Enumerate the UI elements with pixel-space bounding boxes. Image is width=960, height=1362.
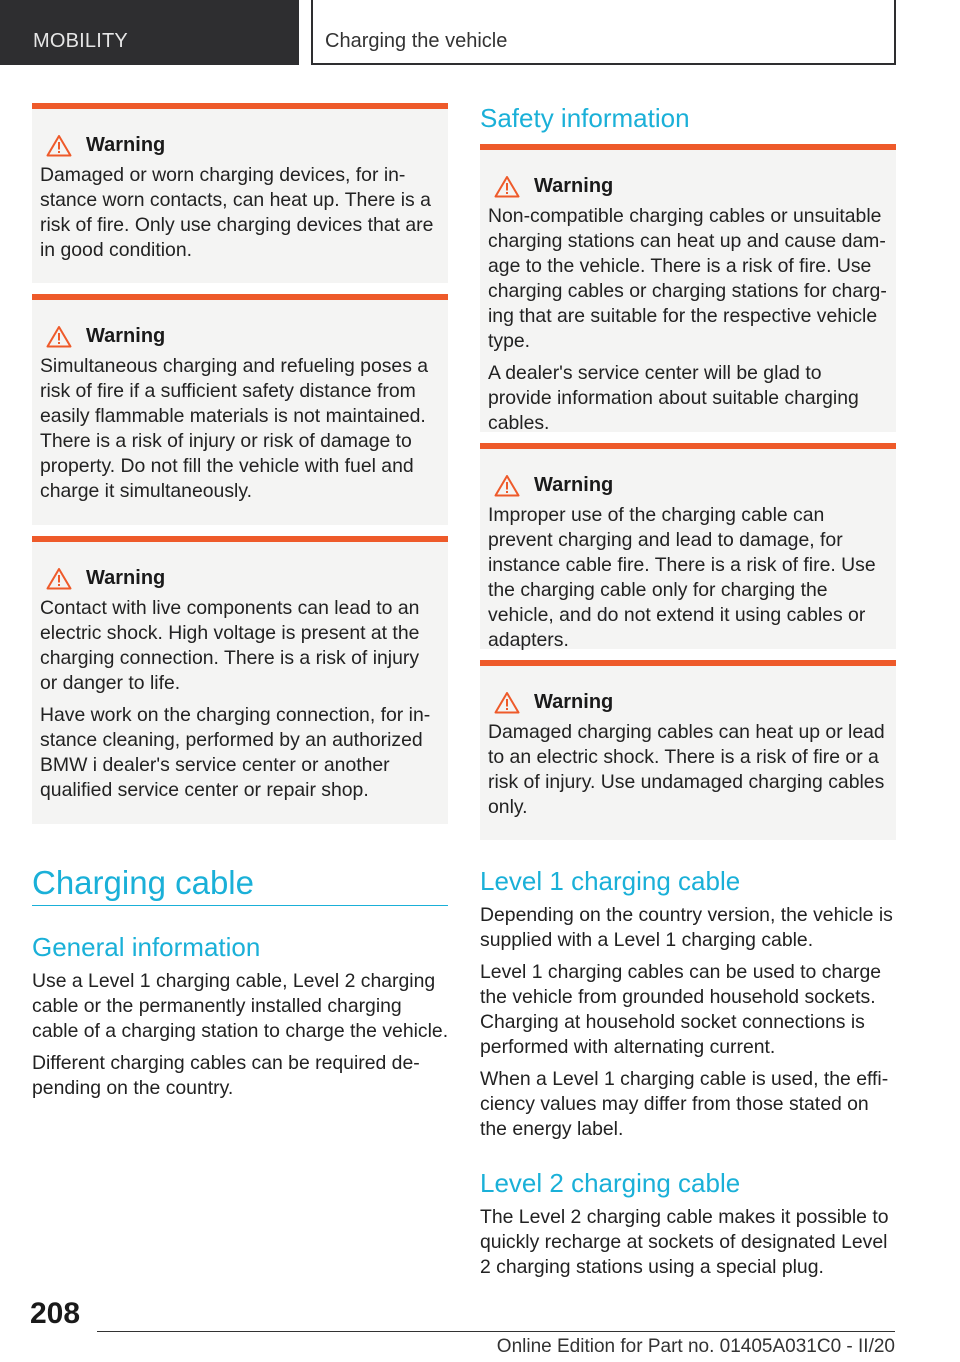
subsection-heading: Level 2 charging cable xyxy=(480,1168,741,1198)
warning-triangle-icon xyxy=(494,474,520,497)
paragraph: Different charging cables can be required depending on the country. xyxy=(32,1052,420,1099)
footer-rule xyxy=(97,1331,895,1332)
warning-title: Warning xyxy=(488,174,888,198)
header-section-tab xyxy=(0,0,299,65)
safety-heading: Safety information xyxy=(480,103,690,133)
warning-title: Warning xyxy=(40,133,440,157)
warning-text: Have work on the charging connection, for instance cleaning, performed by an authorized BMW i dealer's service center or another qualified service center or repair shop. xyxy=(40,704,431,801)
warning-title: Warning xyxy=(40,566,440,590)
body-text xyxy=(480,903,898,1142)
warning-text: Damaged charging cables can heat up or lead to an electric shock. There is a risk of fire or a risk of injury. Use undamaged charging cables only. xyxy=(488,721,885,818)
warning-triangle-icon xyxy=(494,175,520,198)
section-heading: Charging cable xyxy=(32,864,254,901)
warning-triangle-icon xyxy=(46,134,72,157)
paragraph: Depending on the country version, the vehicle is supplied with a Level 1 charging cable. xyxy=(480,904,893,951)
body-text xyxy=(32,969,450,1101)
warning-title: Warning xyxy=(40,324,440,348)
paragraph: When a Level 1 charging cable is used, the efficiency values may differ from those stated on the energy label. xyxy=(480,1068,889,1140)
warning-box xyxy=(480,144,896,432)
warning-triangle-icon xyxy=(46,325,72,348)
subsection-heading: Level 1 charging cable xyxy=(480,866,741,896)
warning-text: Non-compatible charging cables or unsuitable charging stations can heat up and cause damage to the vehicle. There is a risk of fire. Use charging cables or charging stations for charging that are suitable for the respective vehicle type. xyxy=(488,205,887,352)
edition-footer: Online Edition for Part no. 01405A031C0 - II/20 xyxy=(496,1336,895,1357)
page-number: 208 xyxy=(30,1297,81,1330)
warning-title: Warning xyxy=(488,690,888,714)
warning-box xyxy=(32,103,448,283)
header-chapter-label: Charging the vehicle xyxy=(325,30,508,52)
warning-box xyxy=(480,443,896,649)
body-text xyxy=(480,1205,898,1280)
warning-text: Simultaneous charging and refueling poses a risk of fire if a sufficient safety distance from easily flammable materials is not maintained. There is a risk of injury or risk of damage to property. Do not fill the vehicle with fuel and charge it simultaneously. xyxy=(40,355,429,502)
warning-text: Damaged or worn charging devices, for instance worn contacts, can heat up. There is a risk of fire. Only use charging devices that are in good condition. xyxy=(40,164,434,261)
warning-text: Contact with live components can lead to an electric shock. High voltage is present at the charging connection. There is a risk of injury or danger to life. xyxy=(40,597,420,694)
warning-box xyxy=(480,660,896,840)
warning-text: A dealer's service center will be glad to provide information about suitable charging cables. xyxy=(488,362,859,434)
heading-rule xyxy=(32,905,448,906)
warning-box xyxy=(32,536,448,824)
warning-text: Improper use of the charging cable can prevent charging and lead to damage, for instance cable fire. There is a risk of fire. Use the charging cable only for charging the vehicle, and do not extend it using cables or adapters. xyxy=(488,504,876,651)
header-chapter-tab xyxy=(311,0,896,65)
subsection-heading: General information xyxy=(32,932,261,962)
header-section-label: MOBILITY xyxy=(33,30,128,52)
paragraph: Use a Level 1 charging cable, Level 2 charging cable or the permanently installed charging cable of a charging station to charge the vehicle. xyxy=(32,970,449,1042)
warning-triangle-icon xyxy=(494,691,520,714)
warning-title: Warning xyxy=(488,473,888,497)
warning-triangle-icon xyxy=(46,567,72,590)
paragraph: Level 1 charging cables can be used to charge the vehicle from grounded household sockets. Charging at household socket connections is performed with alternating current. xyxy=(480,961,882,1058)
warning-box xyxy=(32,294,448,525)
paragraph: The Level 2 charging cable makes it possible to quickly recharge at sockets of designated Level 2 charging stations using a special plug. xyxy=(480,1206,889,1278)
